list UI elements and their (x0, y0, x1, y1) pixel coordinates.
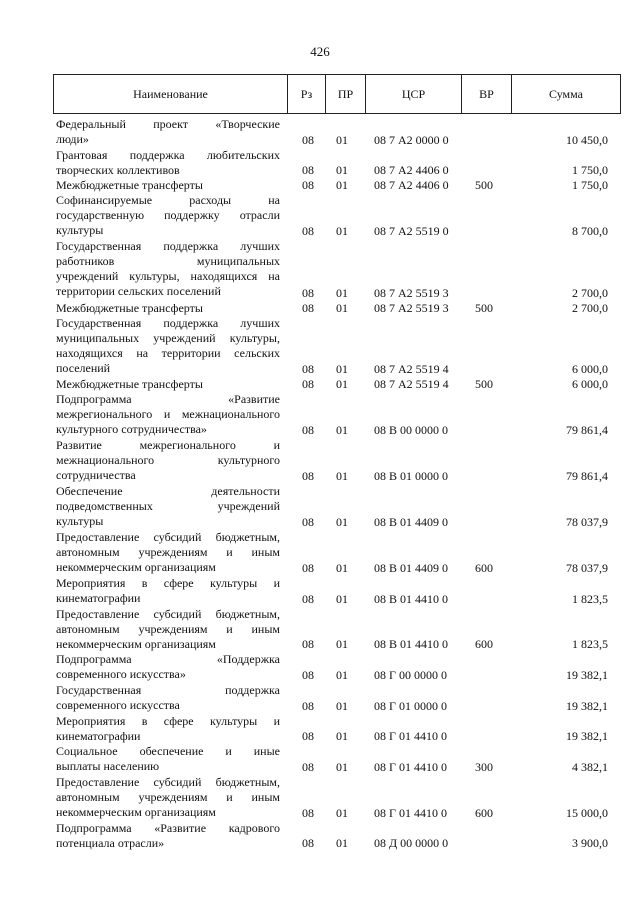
header-name: Наименование (54, 75, 288, 113)
row-rz: 08 (302, 362, 314, 377)
row-name-line: кинематографии (56, 728, 141, 743)
page-number: 426 (310, 44, 330, 59)
row-sum: 1 750,0 (572, 163, 608, 178)
row-csr: 08 В 01 0000 0 (374, 469, 449, 484)
row-name (56, 744, 280, 774)
table-row (0, 683, 640, 714)
row-name-line: автономным учреждениям и иным (56, 789, 280, 804)
row-name (56, 117, 280, 147)
header-sum: Сумма (549, 87, 583, 101)
row-name-line: Мероприятия в сфере культуры и (56, 713, 280, 728)
row-vr: 500 (475, 178, 493, 193)
row-name-line: Предоставление субсидий бюджетным, (56, 774, 280, 789)
row-sum: 15 000,0 (566, 805, 608, 820)
row-csr: 08 В 00 0000 0 (374, 423, 449, 438)
row-name-line: люди» (56, 132, 89, 146)
row-pr: 01 (336, 836, 348, 851)
row-name-line: творческих коллективов (56, 162, 180, 177)
row-name (56, 377, 280, 392)
table-row (0, 821, 640, 852)
row-csr: 08 7 А2 5519 3 (374, 285, 449, 300)
row-name-line: автономным учреждениям и иным (56, 545, 280, 560)
row-name (56, 178, 280, 193)
row-rz: 08 (302, 836, 314, 851)
row-pr: 01 (336, 469, 348, 484)
row-name (56, 775, 280, 820)
row-csr: 08 7 А2 5519 4 (374, 377, 449, 392)
row-sum: 10 450,0 (566, 132, 608, 147)
table-row (0, 607, 640, 653)
row-csr: 08 7 А2 5519 3 (374, 300, 449, 315)
table-row (0, 714, 640, 745)
row-rz: 08 (302, 805, 314, 820)
row-sum: 8 700,0 (572, 224, 608, 239)
row-name-line: Предоставление субсидий бюджетным, (56, 606, 280, 621)
row-sum: 2 700,0 (572, 285, 608, 300)
row-name (56, 683, 280, 713)
table-row (0, 377, 640, 392)
row-rz: 08 (302, 637, 314, 652)
row-vr: 600 (475, 805, 493, 820)
row-sum: 1 750,0 (572, 178, 608, 193)
row-csr: 08 Г 00 0000 0 (374, 667, 447, 682)
row-name-line: Софинансируемые расходы на (56, 193, 280, 208)
row-pr: 01 (336, 698, 348, 713)
row-rz: 08 (302, 667, 314, 682)
row-name-line: учреждений культуры, находящихся на (56, 269, 280, 284)
header-vr: ВР (462, 75, 512, 113)
row-pr: 01 (336, 667, 348, 682)
row-csr: 08 7 А2 5519 4 (374, 362, 449, 377)
row-name (56, 148, 280, 178)
row-rz: 08 (302, 515, 314, 530)
row-csr: 08 В 01 4409 0 (374, 560, 449, 575)
row-sum: 78 037,9 (566, 560, 608, 575)
row-sum: 1 823,5 (572, 591, 608, 606)
row-pr: 01 (336, 178, 348, 193)
row-name (56, 607, 280, 652)
row-csr: 08 7 А2 4406 0 (374, 163, 449, 178)
table-row (0, 438, 640, 484)
row-name-line: поселений (56, 360, 111, 375)
row-name-line: Грантовая поддержка любительских (56, 147, 280, 162)
row-csr: 08 7 А2 4406 0 (374, 178, 449, 193)
row-pr: 01 (336, 560, 348, 575)
row-name-line: Межбюджетные трансферты (56, 178, 203, 193)
row-pr: 01 (336, 591, 348, 606)
row-name (56, 530, 280, 575)
row-name-line: современного искусства» (56, 667, 186, 682)
row-vr: 500 (475, 300, 493, 315)
row-name-line: межрегионального и межнационального (56, 407, 280, 422)
row-pr: 01 (336, 423, 348, 438)
row-pr: 01 (336, 285, 348, 300)
row-sum: 19 382,1 (566, 667, 608, 682)
table-row (0, 484, 640, 530)
row-rz: 08 (302, 469, 314, 484)
row-name (56, 821, 280, 851)
row-rz: 08 (302, 300, 314, 315)
row-sum: 79 861,4 (566, 423, 608, 438)
table-row (0, 148, 640, 179)
row-name (56, 239, 280, 299)
row-name (56, 576, 280, 606)
row-rz: 08 (302, 163, 314, 178)
table-row (0, 301, 640, 316)
row-name-line: Межбюджетные трансферты (56, 377, 203, 392)
row-name-line: Подпрограмма «Развитие кадрового (56, 820, 280, 835)
row-pr: 01 (336, 805, 348, 820)
row-name-line: культуры (56, 514, 104, 529)
row-sum: 19 382,1 (566, 698, 608, 713)
row-rz: 08 (302, 377, 314, 392)
row-sum: 6 000,0 (572, 362, 608, 377)
table-body (0, 117, 640, 851)
row-csr: 08 В 01 4410 0 (374, 591, 449, 606)
row-name (56, 316, 280, 376)
row-name-line: автономным учреждениям и иным (56, 621, 280, 636)
row-csr: 08 В 01 4410 0 (374, 637, 449, 652)
row-rz: 08 (302, 560, 314, 575)
row-name (56, 301, 280, 316)
row-rz: 08 (302, 132, 314, 147)
row-name-line: Межбюджетные трансферты (56, 300, 203, 315)
row-sum: 6 000,0 (572, 377, 608, 392)
row-name (56, 484, 280, 529)
row-name-line: находящихся на территории сельских (56, 345, 280, 360)
row-name (56, 714, 280, 744)
row-pr: 01 (336, 163, 348, 178)
row-name-line: Государственная поддержка лучших (56, 315, 280, 330)
table-row (0, 316, 640, 377)
row-name (56, 438, 280, 483)
row-name-line: Развитие межрегионального и (56, 438, 280, 453)
row-pr: 01 (336, 729, 348, 744)
row-csr: 08 Г 01 4410 0 (374, 759, 447, 774)
table-row (0, 576, 640, 607)
row-vr: 300 (475, 759, 493, 774)
row-rz: 08 (302, 759, 314, 774)
row-rz: 08 (302, 729, 314, 744)
row-pr: 01 (336, 377, 348, 392)
row-pr: 01 (336, 132, 348, 147)
row-csr: 08 Г 01 0000 0 (374, 698, 447, 713)
row-csr: 08 Г 01 4410 0 (374, 729, 447, 744)
row-rz: 08 (302, 698, 314, 713)
row-rz: 08 (302, 423, 314, 438)
row-name-line: государственную поддержку отрасли (56, 208, 280, 223)
header-pr: ПР (326, 75, 366, 113)
row-rz: 08 (302, 591, 314, 606)
row-name-line: Подпрограмма «Поддержка (56, 652, 280, 667)
row-name-line: некоммерческим организациям (56, 560, 216, 575)
row-name-line: Социальное обеспечение и иные (56, 744, 280, 759)
table-row (0, 117, 640, 148)
row-name-line: современного искусства (56, 697, 180, 712)
row-name-line: культурного сотрудничества» (56, 422, 207, 437)
row-rz: 08 (302, 224, 314, 239)
table-row (0, 652, 640, 683)
row-name (56, 392, 280, 437)
table-row (0, 193, 640, 239)
row-name-line: потенциала отрасли» (56, 835, 165, 850)
row-sum: 2 700,0 (572, 300, 608, 315)
row-vr: 500 (475, 377, 493, 392)
row-vr: 600 (475, 560, 493, 575)
row-name-line: культуры (56, 223, 104, 238)
table-row (0, 239, 640, 300)
row-pr: 01 (336, 515, 348, 530)
table-row (0, 775, 640, 821)
row-name-line: межнационального культурного (56, 453, 280, 468)
row-rz: 08 (302, 178, 314, 193)
row-rz: 08 (302, 285, 314, 300)
row-name-line: некоммерческим организациям (56, 804, 216, 819)
row-name-line: территории сельских поселений (56, 284, 221, 299)
row-name-line: Предоставление субсидий бюджетным, (56, 530, 280, 545)
row-pr: 01 (336, 300, 348, 315)
row-pr: 01 (336, 759, 348, 774)
row-sum: 78 037,9 (566, 515, 608, 530)
row-name (56, 193, 280, 238)
table-row (0, 178, 640, 193)
row-name-line: Мероприятия в сфере культуры и (56, 575, 280, 590)
table-header (53, 74, 621, 114)
row-pr: 01 (336, 362, 348, 377)
row-csr: 08 7 А2 5519 0 (374, 224, 449, 239)
row-sum: 3 900,0 (572, 836, 608, 851)
row-sum: 19 382,1 (566, 729, 608, 744)
row-csr: 08 В 01 4409 0 (374, 515, 449, 530)
table-row (0, 392, 640, 438)
row-name-line: Подпрограмма «Развитие (56, 392, 280, 407)
table-row (0, 530, 640, 576)
row-csr: 08 Д 00 0000 0 (374, 836, 449, 851)
row-name-line: сотрудничества (56, 468, 136, 483)
row-pr: 01 (336, 637, 348, 652)
row-sum: 1 823,5 (572, 637, 608, 652)
row-csr: 08 7 А2 0000 0 (374, 132, 449, 147)
row-pr: 01 (336, 224, 348, 239)
row-name-line: Государственная поддержка (56, 682, 280, 697)
header-csr: ЦСР (366, 75, 462, 113)
row-name-line: Государственная поддержка лучших (56, 239, 280, 254)
row-vr: 600 (475, 637, 493, 652)
row-name-line: работников муниципальных (56, 254, 280, 269)
header-rz: Рз (288, 75, 326, 113)
row-name-line: кинематографии (56, 590, 141, 605)
row-name-line: Федеральный проект «Творческие (56, 117, 280, 131)
row-name-line: подведомственных учреждений (56, 499, 280, 514)
row-name-line: выплаты населению (56, 759, 160, 774)
row-sum: 79 861,4 (566, 469, 608, 484)
row-name-line: некоммерческим организациям (56, 636, 216, 651)
row-name-line: муниципальных учреждений культуры, (56, 330, 280, 345)
row-name (56, 652, 280, 682)
table-row (0, 744, 640, 775)
row-name-line: Обеспечение деятельности (56, 484, 280, 499)
row-csr: 08 Г 01 4410 0 (374, 805, 447, 820)
row-sum: 4 382,1 (572, 759, 608, 774)
